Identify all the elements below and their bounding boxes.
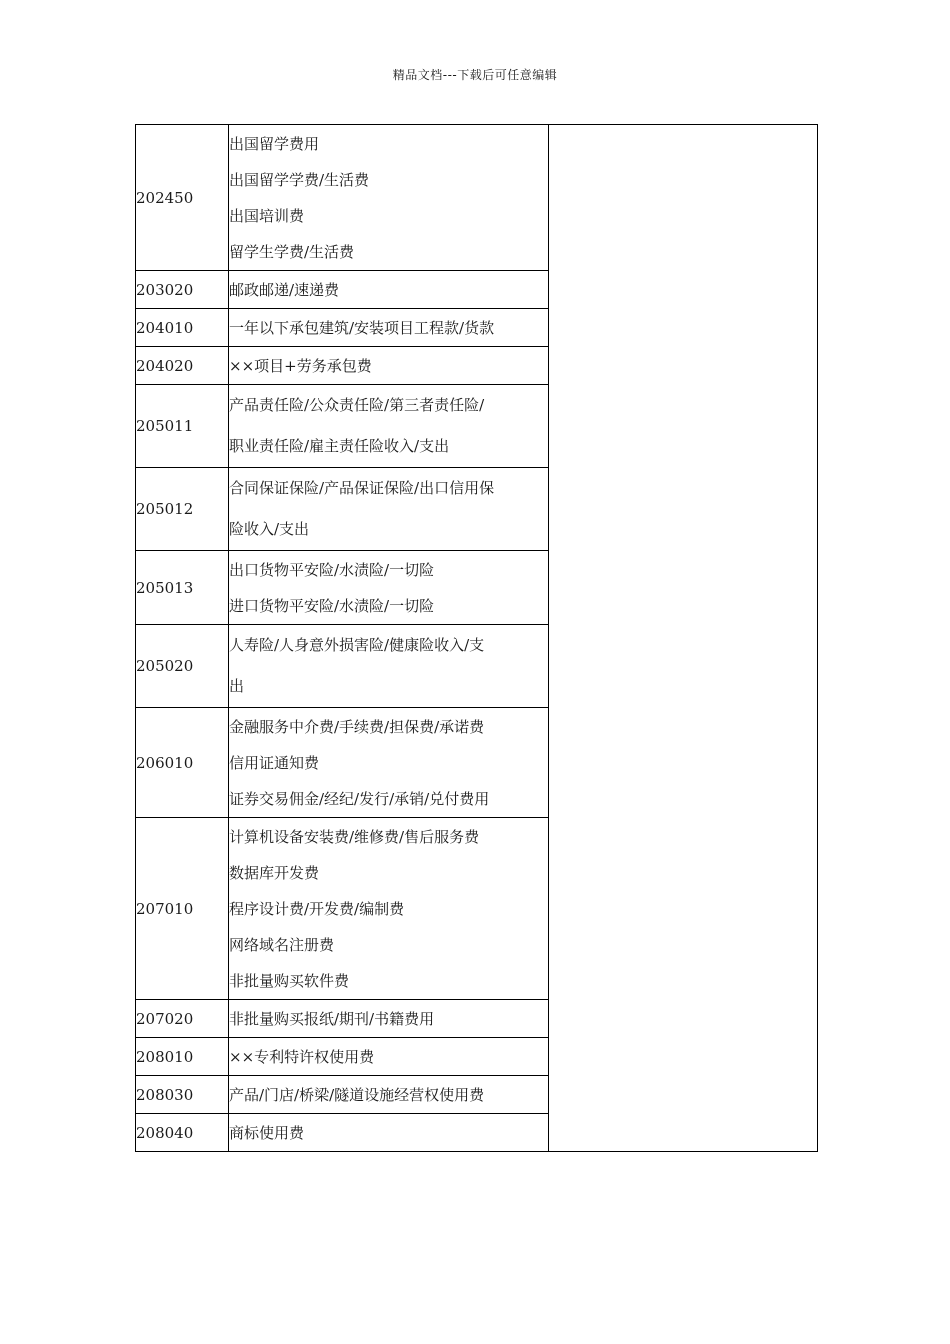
description-line: ××专利特许权使用费 [229,1047,375,1066]
description-cell [229,1000,549,1038]
description-line: ××项目+劳务承包费 [229,356,372,375]
description-cell [229,385,549,468]
description-line: 证券交易佣金/经纪/发行/承销/兑付费用 [229,789,490,808]
description-line: 计算机设备安装费/维修费/售后服务费 [229,827,480,846]
code-cell: 208010 [136,1038,229,1076]
description-line: 出口货物平安险/水渍险/一切险 [229,560,435,579]
code-cell: 204020 [136,347,229,385]
description-line: 险收入/支出 [229,520,310,538]
description-cell [229,271,549,309]
description-line: 出国留学费用 [229,134,320,153]
description-cell [229,125,549,271]
code-cell: 205020 [136,625,229,708]
code-cell: 205011 [136,385,229,468]
code-cell: 206010 [136,708,229,818]
code-cell: 202450 [136,125,229,271]
description-cell [229,1114,549,1152]
description-line: 进口货物平安险/水渍险/一切险 [229,596,435,615]
description-cell [229,468,549,551]
description-line: 非批量购买报纸/期刊/书籍费用 [229,1009,435,1028]
code-cell: 205013 [136,551,229,625]
description-line: 网络域名注册费 [229,935,335,954]
code-cell: 208040 [136,1114,229,1152]
description-line: 出国留学学费/生活费 [229,170,370,189]
description-line: 留学生学费/生活费 [229,242,355,261]
description-cell [229,1038,549,1076]
description-cell [229,818,549,1000]
description-line: 产品责任险/公众责任险/第三者责任险/ [229,396,485,414]
code-table [135,124,818,1152]
description-line: 邮政邮递/速递费 [229,280,340,299]
description-line: 一年以下承包建筑/安装项目工程款/货款 [229,318,495,337]
description-line: 职业责任险/雇主责任险收入/支出 [229,437,450,455]
description-line: 出国培训费 [229,206,305,225]
description-cell [229,347,549,385]
description-line: 合同保证保险/产品保证保险/出口信用保 [229,479,495,497]
description-line: 商标使用费 [229,1123,305,1142]
description-line: 金融服务中介费/手续费/担保费/承诺费 [229,717,485,736]
description-line: 程序设计费/开发费/编制费 [229,899,405,918]
description-cell [229,551,549,625]
description-line: 非批量购买软件费 [229,971,350,990]
description-cell [229,625,549,708]
code-cell: 207010 [136,818,229,1000]
code-cell: 205012 [136,468,229,551]
description-line: 信用证通知费 [229,753,320,772]
code-cell: 208030 [136,1076,229,1114]
description-line: 数据库开发费 [229,863,320,882]
code-cell: 204010 [136,309,229,347]
description-line: 出 [229,677,245,695]
page-header: 精品文档---下载后可任意编辑 [392,68,558,82]
description-line: 人寿险/人身意外损害险/健康险收入/支 [229,636,485,654]
description-line: 产品/门店/桥梁/隧道设施经营权使用费 [229,1085,485,1104]
table-row [136,125,818,271]
code-cell: 207020 [136,1000,229,1038]
blank-column-cell [549,125,818,1152]
description-cell [229,1076,549,1114]
description-cell [229,708,549,818]
code-cell: 203020 [136,271,229,309]
description-cell [229,309,549,347]
